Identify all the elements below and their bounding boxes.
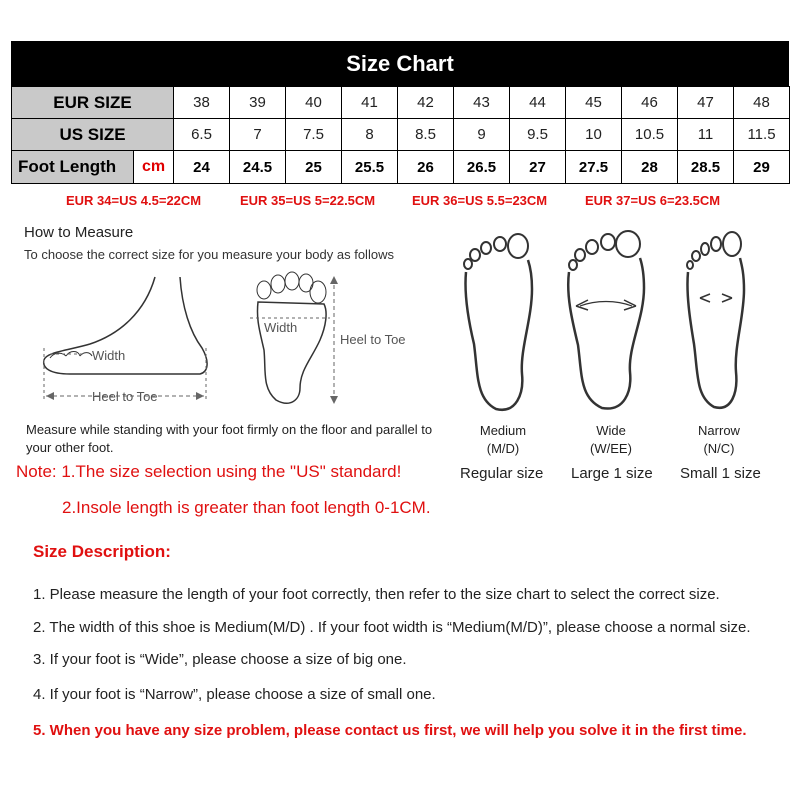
eur-cell: 40	[286, 87, 342, 119]
foot-cell: 27	[510, 151, 566, 184]
foot-length-row	[12, 151, 790, 184]
us-cell: 11.5	[734, 119, 790, 151]
us-cell: 10	[566, 119, 622, 151]
eur-cell: 42	[398, 87, 454, 119]
wide-caption	[566, 422, 656, 458]
foot-length-unit: cm	[133, 151, 173, 183]
us-cell: 9	[454, 119, 510, 151]
eur-cell: 44	[510, 87, 566, 119]
foot-cell: 27.5	[566, 151, 622, 184]
foot-cell: 26	[398, 151, 454, 184]
us-cell: 9.5	[510, 119, 566, 151]
foot-cell: 28.5	[678, 151, 734, 184]
side-width-label: Width	[92, 348, 126, 363]
eur-cell: 41	[342, 87, 398, 119]
medium-name: Medium	[479, 423, 527, 438]
foot-length-header	[12, 151, 174, 184]
conversion-item: EUR 34=US 4.5=22CM	[66, 193, 202, 208]
foot-cell: 29	[734, 151, 790, 184]
how-to-measure-subtitle: To choose the correct size for you measure your body as follows	[24, 247, 394, 262]
size-description-title: Size Description:	[33, 542, 171, 561]
large-size-label: Large 1 size	[571, 465, 653, 482]
sole-heel-toe-label: Heel to Toe	[340, 332, 406, 347]
narrow-foot-icon	[684, 232, 748, 412]
eur-cell: 38	[174, 87, 230, 119]
eur-cell: 46	[622, 87, 678, 119]
wide-foot-icon	[566, 230, 646, 412]
foot-cell: 28	[622, 151, 678, 184]
description-item: 1. Please measure the length of your foot correctly, then refer to the size chart to select the correct size.	[33, 586, 720, 603]
eur-cell: 45	[566, 87, 622, 119]
foot-length-label: Foot Length	[18, 157, 117, 176]
wide-code: (W/EE)	[590, 441, 632, 456]
wide-name: Wide	[596, 423, 626, 438]
us-cell: 11	[678, 119, 734, 151]
medium-code: (M/D)	[486, 441, 520, 456]
eur-size-label: EUR SIZE	[12, 87, 174, 119]
description-item-contact: 5. When you have any size problem, please contact us first, we will help you solve it in the first time.	[33, 722, 747, 739]
us-size-label: US SIZE	[12, 119, 174, 151]
medium-foot-diagram	[462, 234, 534, 419]
sole-width-label: Width	[264, 320, 298, 335]
us-cell: 8.5	[398, 119, 454, 151]
eur-cell: 48	[734, 87, 790, 119]
us-size-row	[12, 119, 790, 151]
medium-caption	[458, 422, 548, 458]
eur-cell: 47	[678, 87, 734, 119]
eur-cell: 39	[230, 87, 286, 119]
regular-size-label: Regular size	[460, 465, 544, 482]
us-cell: 8	[342, 119, 398, 151]
conversion-row	[0, 193, 800, 211]
us-cell: 7	[230, 119, 286, 151]
note-us-standard: Note: 1.The size selection using the "US" standard!	[16, 462, 402, 481]
size-table	[11, 86, 790, 184]
narrow-caption	[674, 422, 764, 458]
conversion-item: EUR 36=US 5.5=23CM	[412, 193, 548, 208]
description-item: 2. The width of this shoe is Medium(M/D) . If your foot width is “Medium(M/D)”, please choose a normal size.	[33, 619, 751, 636]
description-item: 4. If your foot is “Narrow”, please choose a size of small one.	[33, 686, 436, 703]
description-item: 3. If your foot is “Wide”, please choose a size of big one.	[33, 651, 407, 668]
note-insole-length: 2.Insole length is greater than foot length 0-1CM.	[62, 498, 431, 517]
measure-instructions: Measure while standing with your foot firmly on the floor and parallel to your other foot.	[26, 422, 433, 455]
foot-cell: 24.5	[230, 151, 286, 184]
side-heel-toe-label: Heel to Toe	[92, 389, 158, 404]
narrow-name: Narrow	[698, 423, 740, 438]
foot-cell: 26.5	[454, 151, 510, 184]
wide-foot-diagram	[566, 230, 646, 417]
foot-cell: 24	[174, 151, 230, 184]
eur-cell: 43	[454, 87, 510, 119]
conversion-item: EUR 35=US 5=22.5CM	[240, 193, 376, 208]
us-cell: 7.5	[286, 119, 342, 151]
conversion-item: EUR 37=US 6=23.5CM	[585, 193, 721, 208]
small-size-label: Small 1 size	[680, 465, 761, 482]
medium-foot-icon	[462, 234, 534, 414]
narrow-foot-diagram	[684, 232, 748, 417]
us-cell: 10.5	[622, 119, 678, 151]
size-chart-title: Size Chart	[11, 41, 789, 86]
us-cell: 6.5	[174, 119, 230, 151]
foot-cell: 25.5	[342, 151, 398, 184]
narrow-code: (N/C)	[703, 441, 735, 456]
eur-size-row	[12, 87, 790, 119]
foot-cell: 25	[286, 151, 342, 184]
how-to-measure-title: How to Measure	[24, 224, 134, 241]
